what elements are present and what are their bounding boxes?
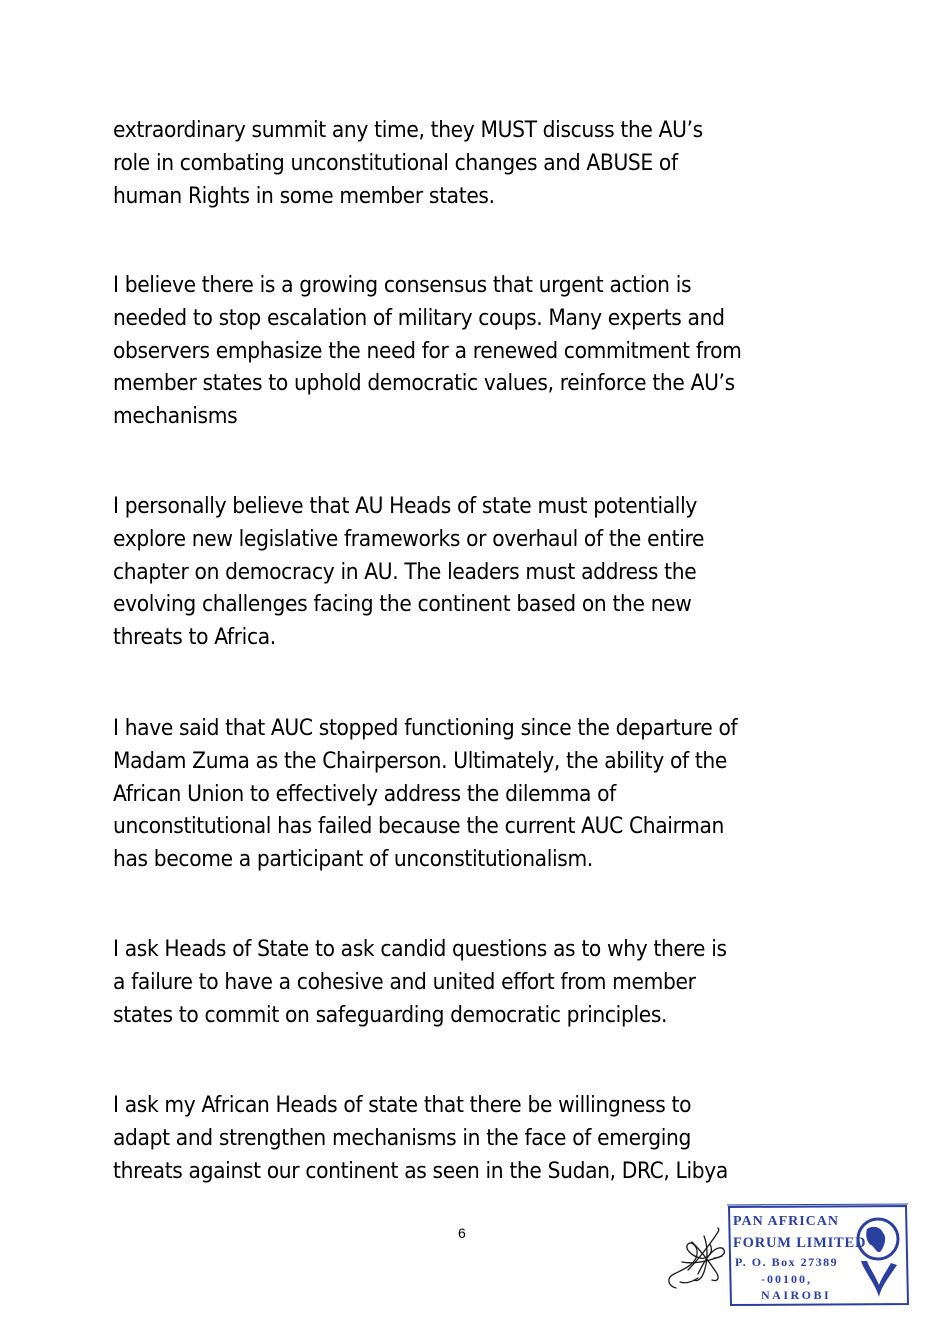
paragraph-line: needed to stop escalation of military coups. Many experts and — [113, 304, 725, 331]
paragraph-line: I ask my African Heads of state that there be willingness to — [113, 1092, 692, 1118]
svg-text:NAIROBI: NAIROBI — [761, 1288, 832, 1302]
globe-icon — [858, 1219, 898, 1297]
paragraph-4 — [113, 712, 843, 876]
paragraph-line: African Union to effectively address the dilemma of — [113, 780, 616, 807]
paragraph-1 — [113, 114, 843, 212]
paragraph-line: evolving challenges facing the continent based on the new — [113, 591, 692, 618]
paragraph-line: extraordinary summit any time, they MUST discuss the AU’s — [113, 117, 703, 143]
paragraph-line: member states to uphold democratic values, reinforce the AU’s — [113, 370, 735, 397]
paragraph-line: adapt and strengthen mechanisms in the face of emerging — [113, 1124, 692, 1151]
svg-text:PAN AFRICAN: PAN AFRICAN — [733, 1214, 840, 1229]
page-number: 6 — [458, 1225, 466, 1241]
paragraph-line: Madam Zuma as the Chairperson. Ultimately, the ability of the — [113, 747, 728, 774]
paragraph-line: mechanisms — [113, 403, 238, 430]
paragraph-line: I personally believe that AU Heads of state must potentially — [113, 493, 697, 519]
paragraph-line: I ask Heads of State to ask candid questions as to why there is — [113, 936, 727, 962]
paragraph-line: a failure to have a cohesive and united effort from member — [113, 968, 696, 995]
svg-text:P. O. Box 27389: P. O. Box 27389 — [735, 1255, 839, 1269]
paragraph-line: states to commit on safeguarding democratic principles. — [113, 1001, 668, 1028]
svg-text:-00100,: -00100, — [761, 1272, 812, 1286]
paragraph-3 — [113, 490, 843, 654]
paragraph-line: human Rights in some member states. — [113, 182, 495, 209]
paragraph-line: threats to Africa. — [113, 624, 276, 651]
paragraph-line: unconstitutional has failed because the current AUC Chairman — [113, 813, 725, 840]
paragraph-2 — [113, 269, 843, 433]
paragraph-line: I believe there is a growing consensus that urgent action is — [113, 272, 692, 298]
paragraph-5 — [113, 933, 843, 1031]
paragraph-line: I have said that AUC stopped functioning since the departure of — [113, 715, 738, 741]
paragraph-line: chapter on democracy in AU. The leaders must address the — [113, 558, 697, 585]
paragraph-6 — [113, 1089, 843, 1187]
svg-text:FORUM LIMITED: FORUM LIMITED — [733, 1235, 867, 1251]
paragraph-line: explore new legislative frameworks or overhaul of the entire — [113, 525, 705, 552]
paragraph-line: has become a participant of unconstitutionalism. — [113, 846, 593, 873]
company-stamp — [725, 1203, 910, 1308]
paragraph-line: role in combating unconstitutional changes and ABUSE of — [113, 149, 678, 176]
paragraph-line: observers emphasize the need for a renewed commitment from — [113, 337, 742, 364]
paragraph-line: threats against our continent as seen in the Sudan, DRC, Libya — [113, 1157, 728, 1184]
